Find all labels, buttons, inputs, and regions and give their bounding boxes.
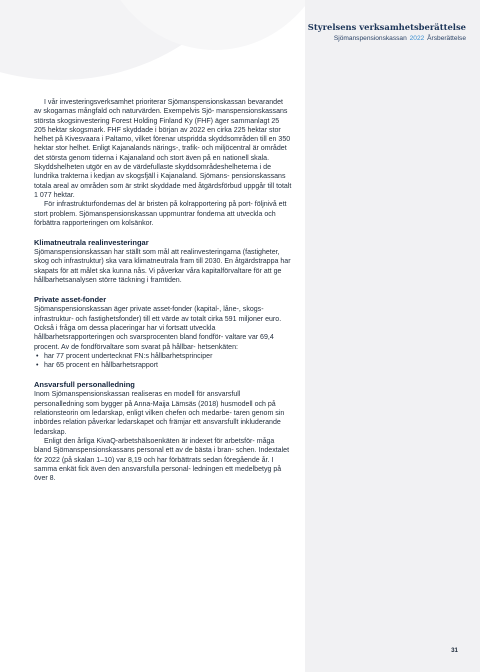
text-line: Enligt Kajanalands närings-, trafik- och miljöcentral är området det (34, 145, 287, 162)
list-item-text: har 77 procent undertecknat FN:s hållbarhetsprinciper (44, 352, 213, 360)
section-heading: Private asset-fonder (34, 295, 107, 305)
section-paragraph (34, 305, 292, 351)
text-line: måga bland Sjömanspensionskassans personal ett av de bästa i bran- (34, 437, 275, 455)
list-item (34, 361, 292, 370)
text-line: schen. Indextalet för 2022 (på skalan 1–10) var 8,19 och har förbättrats (34, 447, 290, 464)
text-line: I vår investeringsverksamhet prioriterar Sjömanspensionskassan (44, 99, 246, 106)
text-line: att utveckla och förbättra rapporteringen om kolsänkor. (34, 210, 276, 227)
section-responsible-leadership (34, 380, 292, 483)
list-item-text: har 65 procent en hållbarhetsrapport (44, 362, 158, 370)
text-line: bevarandet av skogarnas mångfald och naturvärden. Exempelvis Sjö- (34, 99, 283, 116)
text-line: täckning i framtiden. (118, 277, 182, 285)
text-line: Skyddshelheten utgör en av de värdefullaste skyddsområdeshelheterna (34, 164, 258, 172)
report-year: 2022 (409, 35, 425, 42)
running-header (308, 22, 466, 42)
text-line: följnivå ett stort problem. Sjömanspensionskassan uppmuntrar fonderna (34, 201, 287, 218)
paragraph-infrastructure-funds (34, 200, 292, 228)
section-paragraph (34, 248, 292, 285)
section-climate-neutral (34, 238, 292, 285)
section-heading: Ansvarsfull personalledning (34, 380, 135, 390)
section-private-asset-funds (34, 295, 292, 370)
text-line: ansvarsfullt inkluderande ledarskap. (34, 419, 281, 436)
text-line: 591 miljoner euro. Också i fråga om dessa placeringar har vi fortsatt (34, 315, 282, 332)
text-line: vilket förenar utspridda skyddsområden till en 350 hektar stor helhet. (34, 136, 291, 153)
text-line: taren genom sin inbördes relation påverkar ledarskapet och främjar ett (34, 410, 285, 427)
text-line: Inom Sjömanspensionskassan realiseras en modell för ansvarsfull (34, 391, 241, 399)
section-paragraph (34, 437, 292, 483)
bullet-list (34, 352, 292, 371)
text-line: största genom tiderna i Kajanaland och stort även på en nationell skala. (45, 154, 270, 162)
document-type: Årsberättelse (427, 35, 466, 42)
report-title: Styrelsens verksamhetsberättelse (307, 22, 466, 32)
text-line: sedan föregående år. I samma enkät fick även den ansvarsfulla personal- (34, 456, 274, 473)
text-line: påverkar våra kapitalförvaltare för att ge hållbarhetsanalysen större (34, 267, 282, 285)
report-subtitle (308, 35, 466, 42)
paragraph-forest-investments (34, 98, 292, 200)
text-line: För infrastrukturfondernas del är bristen på kolrapportering på port- (44, 201, 253, 209)
body-text (34, 98, 292, 483)
text-line: Ky (FHF) äger sammanlagt 25 205 hektar skogsmark. FHF skyddade i (34, 117, 280, 134)
bullet-icon: • (36, 352, 39, 360)
text-line: personalledning som bygger på Anna-Maija Lämsäs (2018) husmodell (34, 400, 253, 408)
text-line: manspensionskassans största skogsinvestering Forest Holding Finland (34, 108, 288, 125)
text-line: Enligt den årliga KivaQ-arbetshälsoenkäten är indexet för arbetsför- (44, 437, 255, 445)
list-item (34, 352, 292, 361)
text-line: 2030. En åtgärdstrappa har skapats för att målet ska kunna nås. Vi (34, 258, 291, 275)
text-line: hetsenkäten: (197, 343, 238, 351)
page-number: 31 (451, 647, 458, 654)
text-line: skogs- infrastruktur- och fastighetsfonder) till ett värde av totalt cirka (34, 306, 264, 323)
bullet-icon: • (36, 362, 39, 370)
text-line: Sjömanspensionskassan har ställt som mål att realinvesteringarna (34, 249, 241, 257)
text-line: ledningen ett medelbetyg på över 8. (34, 465, 282, 483)
section-paragraph (34, 390, 292, 436)
text-line: och på relationsteorin om ledarskap, enligt vilken chefen och medarbe- (34, 400, 276, 418)
text-line: Sjömanspensionskassan äger private asset-fonder (kapital-, låne-, (34, 306, 241, 314)
text-line: valtare var 69,4 procent. Av de fondförvaltare som svarat på hållbar- (34, 334, 274, 351)
text-line: i de lundrika trakterna i kedjan av skogsfjäll i Kajanaland. Sjömans- (34, 164, 272, 181)
right-margin-panel (305, 0, 480, 672)
text-line: (fastigheter, skog och infrastruktur) ska vara klimatneutrala fram till (34, 249, 280, 266)
text-line: pensionskassans totala areal av områden som är strikt skyddade med (34, 173, 286, 190)
text-line: början av 2022 en cirka 225 hektar stor helhet på Kivesvaara i Paltamo, (34, 126, 281, 144)
section-heading: Klimatneutrala realinvesteringar (34, 238, 149, 248)
text-line: åtgärdsförbud uppgår till totalt 1 077 hektar. (34, 182, 292, 199)
text-line: utveckla hållbarhetsrapporteringen och svarsprocenten bland fondför- (34, 324, 224, 342)
organization-name: Sjömanspensionskassan (333, 35, 407, 42)
